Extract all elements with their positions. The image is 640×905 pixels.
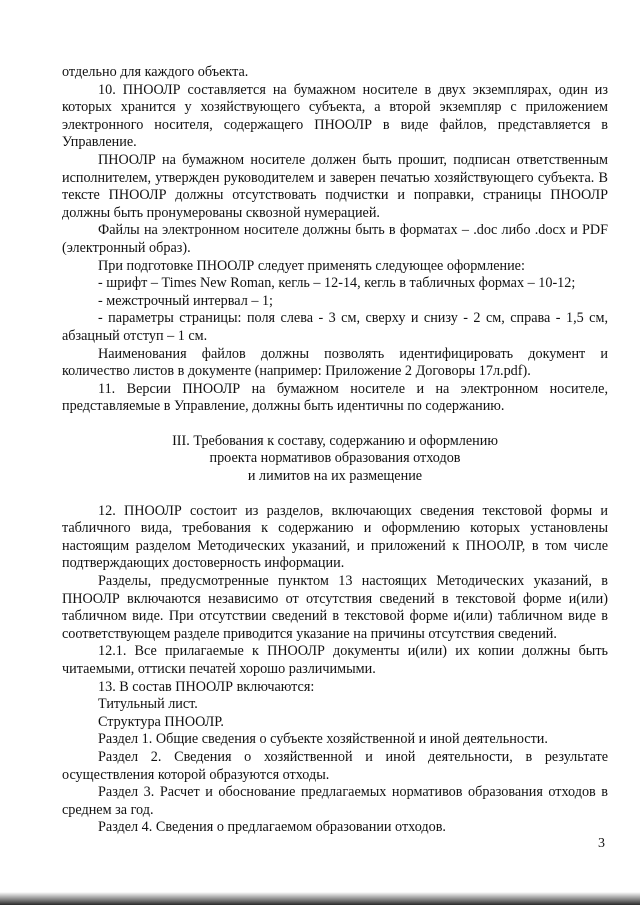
document-body-bottom: [62, 503, 608, 837]
paragraph: ПНООЛР на бумажном носителе должен быть прошит, подписан ответственным исполнителем, утвержден руководителем и заверен печатью хозяйствующего субъекта. В тексте ПНООЛР должны отсутствовать подчистки и поправки, страницы ПНООЛР должны быть пронумерованы сквозной нумерацией.: [62, 151, 608, 221]
section-heading-line-1: III. Требования к составу, содержанию и оформлению: [172, 432, 498, 449]
paragraph: При подготовке ПНООЛР следует применять следующее оформление:: [98, 257, 525, 274]
paragraph: Титульный лист.: [98, 696, 198, 713]
paragraph: отдельно для каждого объекта.: [62, 64, 249, 80]
section-heading-line-2: проекта нормативов образования отходов: [209, 450, 461, 467]
paragraph: - параметры страницы: поля слева - 3 см, сверху и снизу - 2 см, справа - 1,5 см, абзацный отступ – 1 см.: [62, 310, 608, 344]
paragraph: Раздел 1. Общие сведения о субъекте хозяйственной и иной деятельности.: [98, 731, 548, 748]
paragraph: Наименования файлов должны позволять идентифицировать документ и количество листов в документе (например: Приложение 2 Договоры 17л.pdf).: [62, 345, 608, 380]
paragraph: Раздел 3. Расчет и обоснование предлагаемых нормативов образования отходов в среднем за год.: [62, 784, 608, 818]
paragraph: - шрифт – Times New Roman, кегль – 12-14, кегль в табличных формах – 10-12;: [98, 275, 576, 292]
paragraph: Раздел 4. Сведения о предлагаемом образовании отходов.: [98, 819, 446, 836]
document-body-top: [62, 64, 608, 416]
paragraph: 12.1. Все прилагаемые к ПНООЛР документы и(или) их копии должны быть читаемыми, оттиски печатей хорошо различимыми.: [62, 643, 608, 677]
section-heading-line-3: и лимитов на их размещение: [247, 468, 423, 485]
paragraph: Структура ПНООЛР.: [98, 713, 224, 730]
paragraph: 13. В состав ПНООЛР включаются:: [98, 678, 315, 695]
scan-bottom-edge: [0, 892, 640, 905]
paragraph: - межстрочный интервал – 1;: [98, 292, 273, 309]
paragraph: 12. ПНООЛР состоит из разделов, включающих сведения текстовой формы и табличного вида, требования к содержанию и оформлению которых установлены настоящим разделом Методических указаний, и приложений к ПНООЛР, в том числе подтверждающих достоверность информации.: [62, 502, 608, 572]
document-page: [62, 64, 608, 837]
paragraph: Файлы на электронном носителе должны быть в форматах – .doc либо .docx и PDF (электронный образ).: [62, 222, 608, 256]
paragraph: 10. ПНООЛР составляется на бумажном носителе в двух экземплярах, один из которых хранится у хозяйствующего субъекта, а второй экземпляр с приложением электронного носителя, содержащего ПНООЛР в виде файлов, представляется в Управление.: [62, 81, 608, 151]
page-number: 3: [598, 836, 605, 851]
paragraph: 11. Версии ПНООЛР на бумажном носителе и на электронном носителе, представляемые в Управление, должны быть идентичны по содержанию.: [62, 380, 608, 415]
paragraph: Разделы, предусмотренные пунктом 13 настоящих Методических указаний, в ПНООЛР включаются независимо от отсутствия сведений в текстовой форме и(или) табличном виде. При отсутствии сведений в текстовой форме и(или) табличном виде в соответствующем разделе приводится указание на причины отсутствия сведений.: [62, 573, 608, 642]
paragraph: Раздел 2. Сведения о хозяйственной и иной деятельности, в результате осуществления которой образуются отходы.: [62, 748, 608, 783]
section-heading: [62, 433, 608, 486]
